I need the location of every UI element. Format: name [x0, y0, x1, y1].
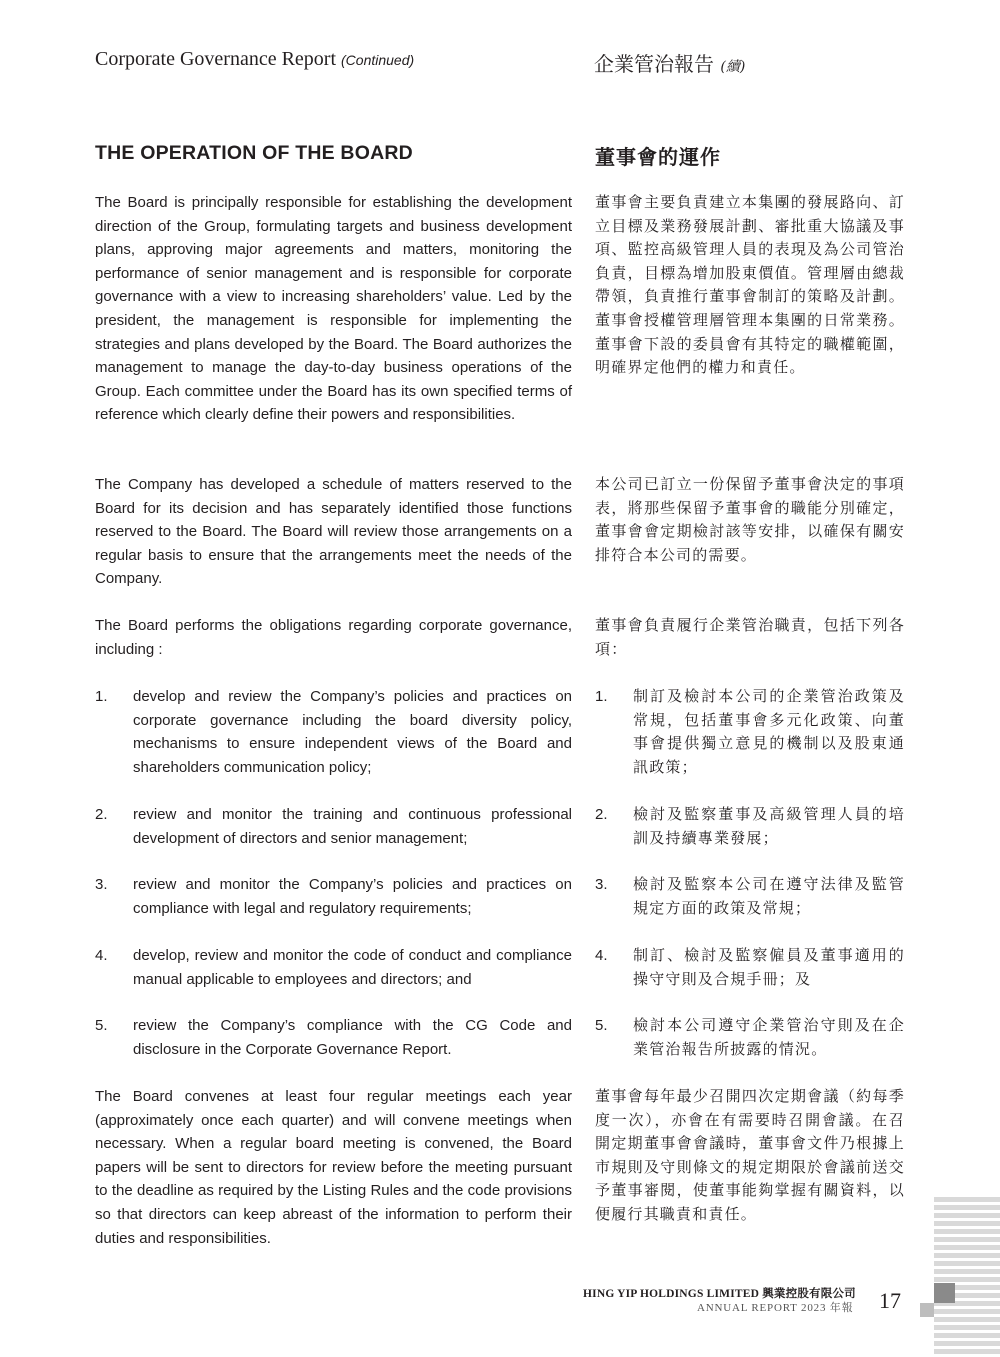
decorative-stripes — [934, 1197, 1000, 1357]
header-title-zh — [594, 48, 745, 77]
paragraph-2-zh: 本公司已訂立一份保留予董事會決定的事項表，將那些保留予董事會的職能分別確定，董事會會定期檢討該等安排，以確保有關安排符合本公司的需要。 — [595, 476, 905, 564]
paragraph-1-en: The Board is principally responsible for establishing the development direction of the Group, formulating targets and business development plans, approving major agreements and matters, monitoring the performance of senior management and is responsible for corporate governance with a view to increasing shareholders’ value. Led by the president, the management is responsible for implementing the strategies and plans developed by the Board. The Board authorizes the management to manage the day-to-day business operations of the Group. Each committee under the Board has its own specified terms of reference which clearly define their powers and responsibilities. — [95, 194, 572, 424]
footer-company-name: HING YIP HOLDINGS LIMITED 興業控股有限公司 — [583, 1288, 856, 1300]
list-item-text-en: review and monitor the training and continuous professional development of directors and senior management; — [133, 806, 572, 847]
list-item-number: 1. — [95, 688, 108, 705]
list-item-text-en: review and monitor the Company’s policies and practices on compliance with legal and regulatory requirements; — [133, 876, 572, 917]
list-item-text-zh: 檢討本公司遵守企業管治守則及在企業管治報告所披露的情況。 — [633, 1017, 905, 1058]
paragraph-3-en: The Board performs the obligations regarding corporate governance, including : — [95, 617, 572, 658]
paragraph-1-zh: 董事會主要負責建立本集團的發展路向、訂立目標及業務發展計劃、審批重大協議及事項、監控高級管理人員的表現及為公司管治負責，目標為增加股東價值。管理層由總裁帶領，負責推行董事會制訂的策略及計劃。董事會授權管理層管理本集團的日常業務。董事會下設的委員會有其特定的職權範圍，明確界定他們的權力和責任。 — [595, 194, 905, 377]
list-item-number: 5. — [95, 1017, 108, 1034]
paragraph-4-en: The Board convenes at least four regular meetings each year (approximately once each quarter) and will convene meetings when necessary. When a regular board meeting is convened, the Board papers will be sent to directors for review before the meeting pursuant to the deadline as required by the Listing Rules and the code provisions so that directors can keep abreast of the information to perform their duties and responsibilities. — [95, 1088, 572, 1247]
decorative-square — [934, 1283, 955, 1303]
paragraph-2-en: The Company has developed a schedule of matters reserved to the Board for its decision and has separately identified those functions reserved to the Board. The Board will review those arrangements on a regular basis to ensure that the arrangements meet the needs of the Company. — [95, 476, 572, 588]
paragraph-4-zh: 董事會每年最少召開四次定期會議（約每季度一次），亦會在有需要時召開會議。在召開定期董事會會議時，董事會文件乃根據上市規則及守則條文的規定期限於會議前送交予董事審閱，使董事能夠掌握有關資料，以便履行其職責和責任。 — [595, 1088, 905, 1223]
list-item-text-zh: 制訂、檢討及監察僱員及董事適用的操守守則及合規手冊；及 — [633, 947, 905, 988]
list-item-number: 2. — [595, 806, 608, 823]
list-item-number: 2. — [95, 806, 108, 823]
list-item-text-en: develop and review the Company’s policies and practices on corporate governance including the board diversity policy, mechanisms to ensure independent views of the Board and shareholders communication policy; — [133, 688, 572, 776]
header-continued-zh: (續) — [720, 59, 746, 75]
header-title-zh-text: 企業管治報告 — [594, 52, 714, 76]
list-item-number: 4. — [95, 947, 108, 964]
paragraph-3-zh: 董事會負責履行企業管治職責，包括下列各項： — [595, 617, 905, 658]
footer-report-title: ANNUAL REPORT 2023 年報 — [697, 1302, 854, 1314]
list-item-text-en: develop, review and monitor the code of conduct and compliance manual applicable to employees and directors; and — [133, 947, 572, 988]
header-continued-en: (Continued) — [341, 52, 415, 68]
header-title-en — [95, 48, 414, 71]
header-title-en-text: Corporate Governance Report — [95, 48, 337, 70]
list-item-text-zh: 檢討及監察董事及高級管理人員的培訓及持續專業發展； — [633, 806, 905, 847]
section-heading-en: THE OPERATION OF THE BOARD — [95, 142, 413, 164]
list-item-number: 4. — [595, 947, 608, 964]
list-item-number: 3. — [95, 876, 108, 893]
page-header — [95, 48, 905, 78]
page-number: 17 — [879, 1288, 901, 1313]
list-item-text-en: review the Company’s compliance with the CG Code and disclosure in the Corporate Governance Report. — [133, 1017, 572, 1058]
list-item-number: 5. — [595, 1017, 608, 1034]
list-item-text-zh: 檢討及監察本公司在遵守法律及監管規定方面的政策及常規； — [633, 876, 905, 917]
list-item-number: 3. — [595, 876, 608, 893]
list-item-text-zh: 制訂及檢討本公司的企業管治政策及常規，包括董事會多元化政策、向董事會提供獨立意見的機制以及股東通訊政策； — [633, 688, 905, 776]
decorative-square-small — [920, 1303, 934, 1317]
section-heading-zh: 董事會的運作 — [595, 147, 721, 169]
list-item-number: 1. — [595, 688, 608, 705]
